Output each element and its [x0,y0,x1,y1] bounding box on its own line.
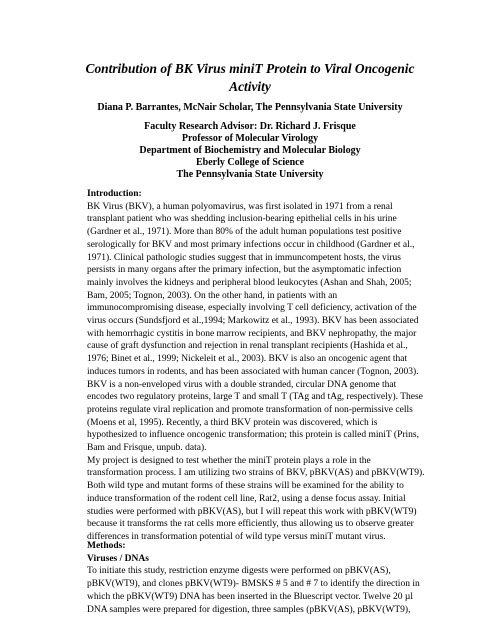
text-line: mainly involves the kidneys and peripheral blood leukocytes (Ashan and Shah, 2005; [87,277,412,288]
text-line: with hemorrhagic cystitis in bone marrow recipients, and BKV nephropathy, the major [87,328,417,339]
text-line: virus occurs (Sundsfjord et al.,1994; Markowitz et al., 1993). BKV has been associated [87,316,419,327]
text-line: BK Virus (BKV), a human polyomavirus, was first isolated in 1971 from a renal [87,201,393,212]
introduction-section [87,188,425,544]
text-line: Bam, 2005; Tognon, 2003). On the other hand, in patients with an [87,290,338,301]
advisor-block [70,121,430,181]
paper-title: Contribution of BK Virus miniT Protein to Viral Oncogenic Activity [85,61,415,94]
text-line: Both wild type and mutant forms of these strains will be examined for the ability to [87,481,404,492]
text-line: My project is designed to test whether the miniT protein plays a role in the [87,455,371,466]
advisor-line: Professor of Molecular Virology [181,133,319,144]
text-line: induces tumors in rodents, and has been associated with human cancer (Tognon, 2003). [87,366,419,377]
text-line: persists in many organs after the primary infection, but the asymptomatic infection [87,265,402,276]
section-heading-methods: Methods: [87,541,126,551]
paragraph [87,201,417,379]
text-line: To initiate this study, restriction enzyme digests were performed on pBKV(AS), [87,566,391,577]
text-line: proteins regulate viral replication and promote transformation of non-permissive cells [87,404,413,415]
text-line: transplant patient who was shedding inclusion-bearing epithelial cells in his urine [87,214,397,225]
text-line: BKV is a non-enveloped virus with a double stranded, circular DNA genome that [87,379,397,390]
paragraph [87,565,420,616]
text-line: transformation process. I am utilizing two strains of BKV, pBKV(AS) and pBKV(WT9). [87,468,425,479]
advisor-line: The Pennsylvania State University [176,169,324,180]
text-line: hypothesized to influence oncogenic transformation; this protein is called miniT (Prins, [87,430,419,441]
text-line: studies were performed with pBKV(AS), but I will repeat this work with pBKV(WT9) [87,506,417,517]
text-line: Bam and Frisque, unpub. data). [87,443,207,454]
text-line: 1976; Binet et al., 1999; Nickeleit et al., 2003). BKV is also an oncogenic agent that [87,354,408,365]
advisor-line: Faculty Research Advisor: Dr. Richard J. Frisque [144,121,356,132]
advisor-line: Eberly College of Science [195,157,305,168]
text-line: (Moens et al, 1995). Recently, a third BKV protein was discovered, which is [87,417,378,428]
text-line: pBKV(WT9), and clones pBKV(WT9)- BMSKS # 5 and # 7 to identify the direction in [87,579,420,590]
advisor-line: Department of Biochemistry and Molecular Biology [139,145,361,156]
text-line: (Gardner et al., 1971). More than 80% of the adult human populations test positive [87,227,402,238]
paragraph [87,455,425,544]
text-line: differences in transformation potential of wild type versus miniT mutant virus. [87,531,386,542]
text-line: encodes two regulatory proteins, large T and small T (TAg and tAg, respectively). These [87,392,423,403]
section-heading-introduction: Introduction: [87,189,142,199]
text-line: 1971). Clinical pathologic studies suggest that in immuncompetent hosts, the virus [87,252,401,263]
text-line: immunocompromising disease, especially involving T cell deficiency, activation of the [87,303,417,314]
methods-section [87,540,420,616]
author-line: Diana P. Barrantes, McNair Scholar, The Pennsylvania State University [97,102,403,113]
text-line: cause of graft dysfunction and rejection in renal transplant recipients (Hashida et al., [87,341,408,352]
subsection-heading: Viruses / DNAs [87,553,149,564]
text-line: DNA samples were prepared for digestion, three samples (pBKV(AS), pBKV(WT9), [87,604,411,615]
text-line: induce transformation of the rodent cell line, Rat2, using a dense focus assay. Initial [87,493,406,504]
text-line: serologically for BKV and most primary infections occur in childhood (Gardner et al., [87,239,415,250]
text-line: because it transforms the rat cells more efficiently, thus allowing us to observe greater [87,519,414,530]
paragraph [87,379,423,455]
text-line: which the pBKV(WT9) DNA has been inserted in the Bluescript vector. Twelve 20 µl [87,591,413,602]
